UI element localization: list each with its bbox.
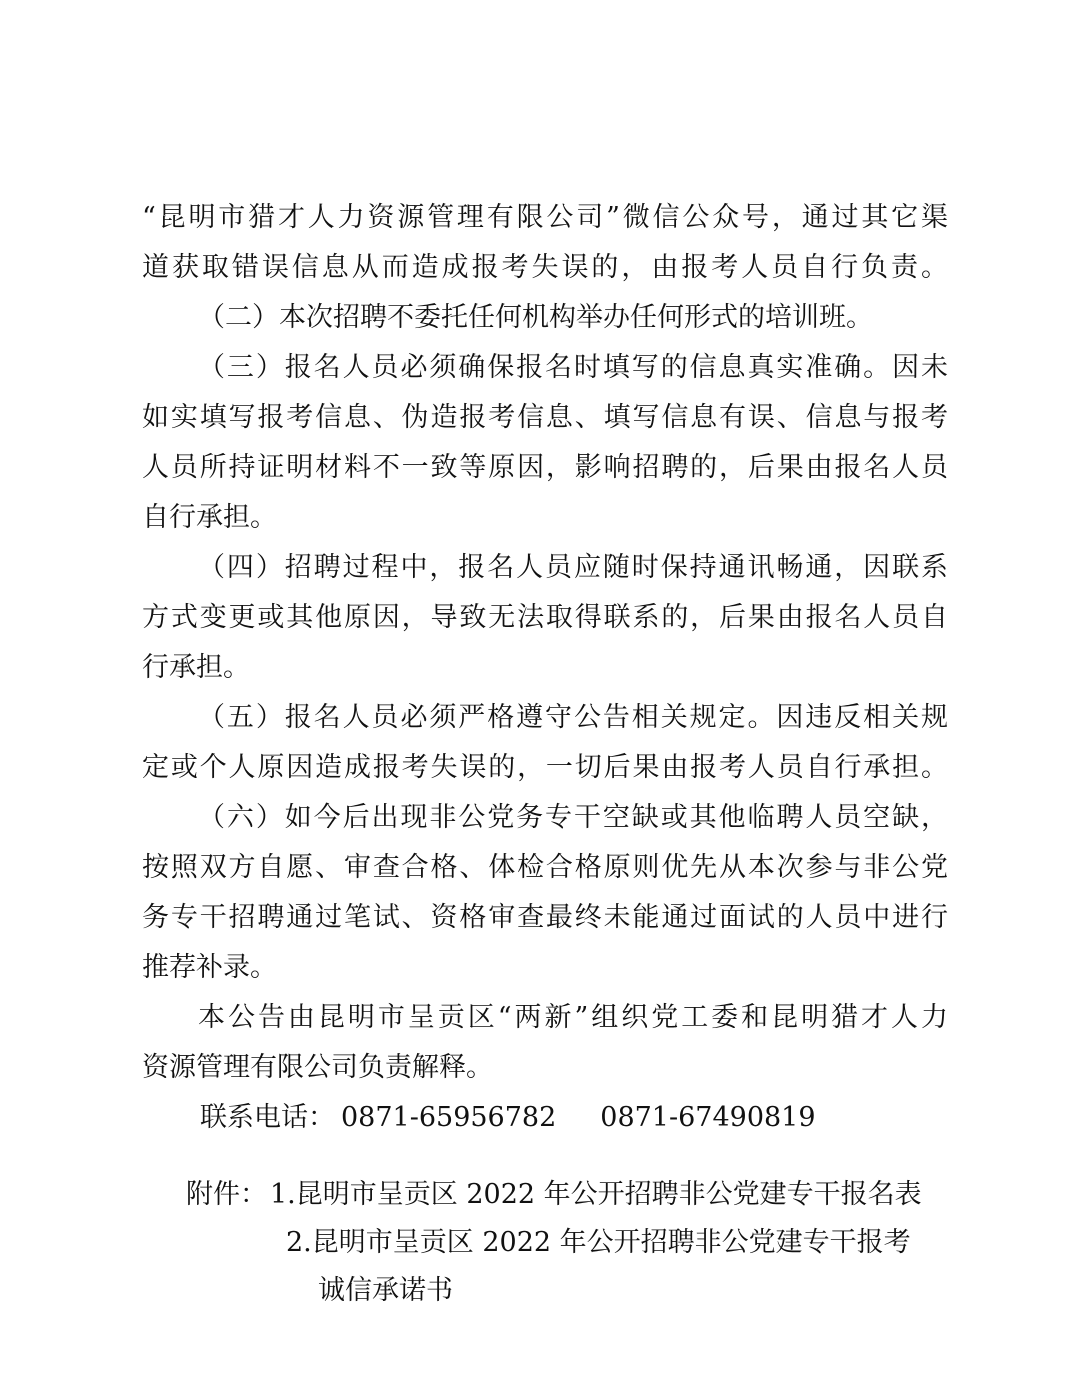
attachment-item-1: 1.昆明市呈贡区 2022 年公开招聘非公党建专干报名表 xyxy=(270,1179,922,1210)
paragraph-line: 资源管理有限公司负责解释。 xyxy=(142,1052,493,1083)
paragraph-line: 道获取错误信息从而造成报考失误的，由报考人员自行负责。 xyxy=(142,252,948,283)
paragraph-line: 人员所持证明材料不一致等原因，影响招聘的，后果由报名人员 xyxy=(142,452,948,483)
attachments-label: 附件： xyxy=(186,1179,267,1210)
contact-line xyxy=(200,1098,900,1138)
attachment-item-2-continued: 诚信承诺书 xyxy=(318,1275,453,1306)
paragraph-line: 按照双方自愿、审查合格、体检合格原则优先从本次参与非公党 xyxy=(142,852,948,883)
paragraph-line: 本公告由昆明市呈贡区“两新”组织党工委和昆明猎才人力 xyxy=(198,1002,948,1033)
paragraph-line: （四）招聘过程中，报名人员应随时保持通讯畅通，因联系 xyxy=(198,552,948,583)
paragraph-line: “昆明市猎才人力资源管理有限公司”微信公众号，通过其它渠 xyxy=(142,202,948,233)
paragraph-line: （三）报名人员必须确保报名时填写的信息真实准确。因未 xyxy=(198,352,948,383)
paragraph-line: （五）报名人员必须严格遵守公告相关规定。因违反相关规 xyxy=(198,702,948,733)
paragraph-line: 如实填写报考信息、伪造报考信息、填写信息有误、信息与报考 xyxy=(142,402,948,433)
attachment-item-2: 2.昆明市呈贡区 2022 年公开招聘非公党建专干报考 xyxy=(286,1227,911,1258)
contact-phone-1: 0871-65956782 xyxy=(341,1102,557,1133)
paragraph-line: 定或个人原因造成报考失误的，一切后果由报考人员自行承担。 xyxy=(142,752,948,783)
paragraph-line: 行承担。 xyxy=(142,652,250,683)
paragraph-line: （六）如今后出现非公党务专干空缺或其他临聘人员空缺， xyxy=(198,802,948,833)
paragraph-line: 推荐补录。 xyxy=(142,952,277,983)
paragraph-line: 务专干招聘通过笔试、资格审查最终未能通过面试的人员中进行 xyxy=(142,902,948,933)
paragraph-line: 方式变更或其他原因，导致无法取得联系的，后果由报名人员自 xyxy=(142,602,948,633)
contact-label: 联系电话： xyxy=(200,1102,335,1133)
paragraph-line: （二）本次招聘不委托任何机构举办任何形式的培训班。 xyxy=(198,302,873,333)
paragraph-line: 自行承担。 xyxy=(142,502,277,533)
contact-phone-2: 0871-67490819 xyxy=(600,1102,816,1133)
